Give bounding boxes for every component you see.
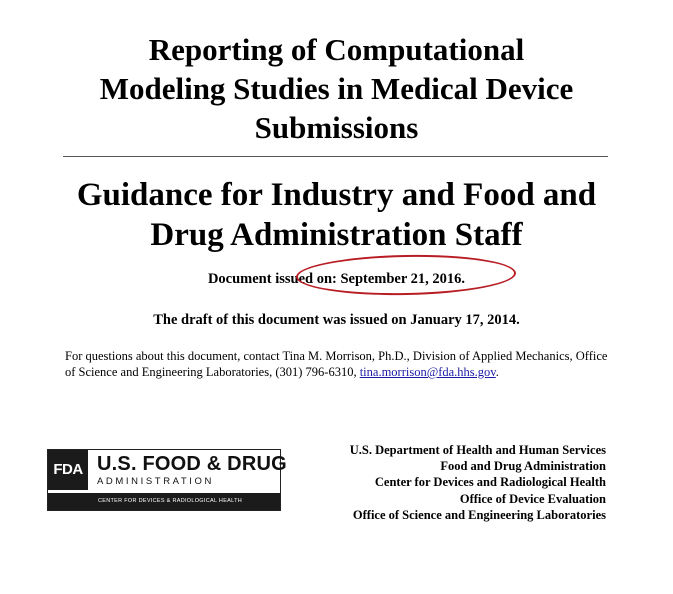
fda-mark: FDA bbox=[48, 450, 88, 490]
highlight-oval-annotation bbox=[296, 253, 517, 297]
agency-line-2: Food and Drug Administration bbox=[440, 459, 606, 474]
logo-center-band: CENTER FOR DEVICES & RADIOLOGICAL HEALTH bbox=[48, 493, 280, 510]
agency-line-3: Center for Devices and Radiological Health bbox=[374, 475, 606, 490]
title-divider bbox=[63, 156, 608, 157]
contact-text: For questions about this document, contact Tina M. Morrison, Ph.D., Division of Applied Mechanics, Office of Science and Engineering Laboratories, (301) 796-6310, bbox=[65, 349, 608, 379]
contact-trailing: . bbox=[495, 365, 499, 379]
contact-paragraph bbox=[65, 348, 610, 380]
agency-line-1: U.S. Department of Health and Human Services bbox=[349, 443, 606, 457]
issue-date: Document issued on: September 21, 2016. bbox=[207, 271, 466, 287]
draft-date: The draft of this document was issued on January 17, 2014. bbox=[153, 312, 520, 328]
subtitle-line-2: Drug Administration Staff bbox=[150, 217, 523, 253]
contact-email-link[interactable]: tina.morrison@fda.hhs.gov bbox=[359, 365, 496, 379]
title-line-3: Submissions bbox=[254, 110, 419, 145]
fda-logo bbox=[47, 449, 287, 511]
document-subtitle bbox=[40, 175, 633, 255]
logo-name: U.S. FOOD & DRUG bbox=[97, 453, 287, 475]
agency-block bbox=[290, 442, 606, 523]
agency-line-4: Office of Device Evaluation bbox=[459, 491, 606, 506]
agency-line-5: Office of Science and Engineering Laboratories bbox=[352, 507, 606, 522]
subtitle-line-1: Guidance for Industry and Food and bbox=[76, 177, 597, 213]
logo-administration: ADMINISTRATION bbox=[97, 476, 214, 487]
document-title bbox=[40, 30, 633, 147]
title-line-2: Modeling Studies in Medical Device bbox=[99, 71, 574, 106]
title-line-1: Reporting of Computational bbox=[148, 32, 525, 67]
